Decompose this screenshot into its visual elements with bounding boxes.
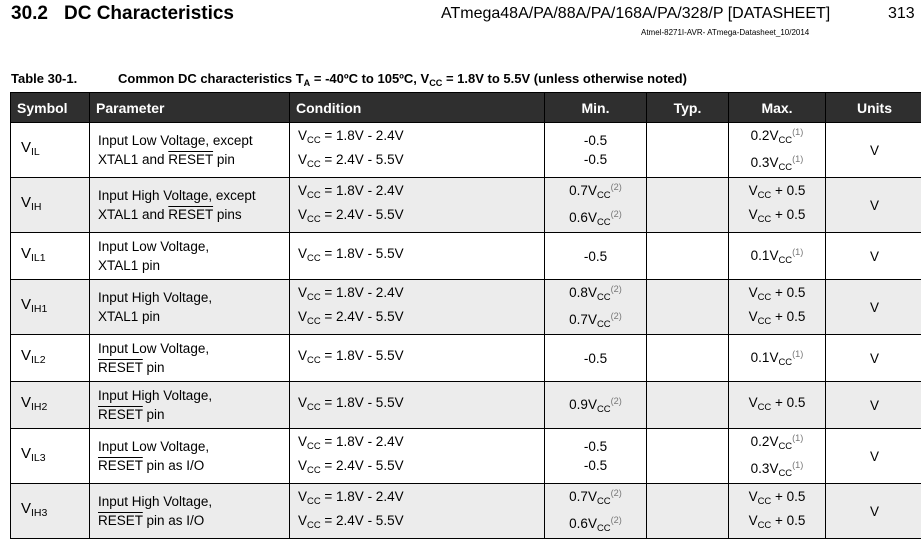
header-min: Min. — [545, 93, 647, 123]
units-cell: V — [826, 382, 921, 429]
max-cell: $V_{CC} + 0.5$ $V_{CC} + 0.5$ — [729, 280, 826, 335]
max-cell: $0.2V_{CC}^{(1)}$ $0.3V_{CC}^{(1)}$ — [729, 429, 826, 484]
condition-cell: $V_{CC} = 1.8V - 2.4V$ $V_{CC} = 2.4V - 5.5V$ — [290, 280, 545, 335]
units-cell: V — [826, 123, 921, 178]
min-cell: -0.5 — [545, 233, 647, 280]
symbol-cell: $V_{IL3}$ — [11, 429, 90, 484]
units-cell: V — [826, 335, 921, 382]
parameter-cell: Input Low Voltage, RESET pin — [90, 335, 290, 382]
header-parameter: Parameter — [90, 93, 290, 123]
document-title: ATmega48A/PA/88A/PA/168A/PA/328/P [DATASHEET] — [441, 5, 830, 23]
table-label: Table 30-1. — [11, 71, 118, 86]
header-condition: Condition — [290, 93, 545, 123]
units-cell: V — [826, 429, 921, 484]
max-cell: $V_{CC} + 0.5$ — [729, 382, 826, 429]
condition-cell: $V_{CC} = 1.8V - 2.4V$ $V_{CC} = 2.4V - 5.5V$ — [290, 429, 545, 484]
typ-cell — [647, 484, 729, 539]
table-caption: Table 30-1. Common DC characteristics $T_A$ = -40ºC to 105ºC, $V_{CC} = 1.8V$ to 5.5V (unless otherwise noted) — [11, 71, 687, 88]
header-typ: Typ. — [647, 93, 729, 123]
header-symbol: Symbol — [11, 93, 90, 123]
typ-cell — [647, 178, 729, 233]
table-row — [11, 484, 921, 539]
condition-cell: $V_{CC} = 1.8V - 5.5V$ — [290, 233, 545, 280]
parameter-cell: Input Low Voltage, except XTAL1 and RESET pin — [90, 123, 290, 178]
min-cell: -0.5 -0.5 — [545, 429, 647, 484]
min-cell: $0.8V_{CC}^{(2)}$ $0.7V_{CC}^{(2)}$ — [545, 280, 647, 335]
parameter-cell: Input Low Voltage, XTAL1 pin — [90, 233, 290, 280]
units-cell: V — [826, 484, 921, 539]
typ-cell — [647, 123, 729, 178]
max-cell: $0.1V_{CC}^{(1)}$ — [729, 335, 826, 382]
min-cell: $0.7V_{CC}^{(2)}$ $0.6V_{CC}^{(2)}$ — [545, 484, 647, 539]
typ-cell — [647, 382, 729, 429]
parameter-cell: Input High Voltage, RESET pin as I/O — [90, 484, 290, 539]
parameter-cell: Input High Voltage, except XTAL1 and RESET pins — [90, 178, 290, 233]
min-cell: $0.7V_{CC}^{(2)}$ $0.6V_{CC}^{(2)}$ — [545, 178, 647, 233]
parameter-cell: Input Low Voltage, RESET pin as I/O — [90, 429, 290, 484]
symbol-cell: $V_{IH3}$ — [11, 484, 90, 539]
symbol-cell: $V_{IH}$ — [11, 178, 90, 233]
units-cell: V — [826, 233, 921, 280]
dc-characteristics-table — [10, 92, 921, 539]
min-cell: $0.9V_{CC}^{(2)}$ — [545, 382, 647, 429]
typ-cell — [647, 233, 729, 280]
header-max: Max. — [729, 93, 826, 123]
max-cell: $0.2V_{CC}^{(1)}$ $0.3V_{CC}^{(1)}$ — [729, 123, 826, 178]
units-cell: V — [826, 280, 921, 335]
table-row — [11, 429, 921, 484]
max-cell: $V_{CC} + 0.5$ $V_{CC} + 0.5$ — [729, 484, 826, 539]
symbol-cell: $V_{IH2}$ — [11, 382, 90, 429]
page-number: 313 — [888, 5, 915, 23]
table-header-row — [11, 93, 921, 123]
symbol-cell: $V_{IL}$ — [11, 123, 90, 178]
typ-cell — [647, 335, 729, 382]
table-row — [11, 233, 921, 280]
max-cell: $V_{CC} + 0.5$ $V_{CC} + 0.5$ — [729, 178, 826, 233]
condition-cell: $V_{CC} = 1.8V - 2.4V$ $V_{CC} = 2.4V - 5.5V$ — [290, 123, 545, 178]
units-cell: V — [826, 178, 921, 233]
table-row — [11, 382, 921, 429]
parameter-cell: Input High Voltage, RESET pin — [90, 382, 290, 429]
table-row — [11, 123, 921, 178]
typ-cell — [647, 280, 729, 335]
table-row — [11, 335, 921, 382]
header-units: Units — [826, 93, 921, 123]
min-cell: -0.5 -0.5 — [545, 123, 647, 178]
parameter-cell: Input High Voltage, XTAL1 pin — [90, 280, 290, 335]
condition-cell: $V_{CC} = 1.8V - 2.4V$ $V_{CC} = 2.4V - 5.5V$ — [290, 484, 545, 539]
section-number: 30.2 — [11, 3, 48, 24]
condition-cell: $V_{CC} = 1.8V - 5.5V$ — [290, 335, 545, 382]
typ-cell — [647, 429, 729, 484]
document-reference: Atmel-8271I-AVR- ATmega-Datasheet_10/2014 — [641, 28, 809, 37]
min-cell: -0.5 — [545, 335, 647, 382]
section-title: DC Characteristics — [64, 3, 234, 24]
symbol-cell: $V_{IH1}$ — [11, 280, 90, 335]
table-row — [11, 280, 921, 335]
condition-cell: $V_{CC} = 1.8V - 5.5V$ — [290, 382, 545, 429]
symbol-cell: $V_{IL1}$ — [11, 233, 90, 280]
table-row — [11, 178, 921, 233]
max-cell: $0.1V_{CC}^{(1)}$ — [729, 233, 826, 280]
section-heading — [11, 3, 234, 25]
symbol-cell: $V_{IL2}$ — [11, 335, 90, 382]
condition-cell: $V_{CC} = 1.8V - 2.4V$ $V_{CC} = 2.4V - 5.5V$ — [290, 178, 545, 233]
